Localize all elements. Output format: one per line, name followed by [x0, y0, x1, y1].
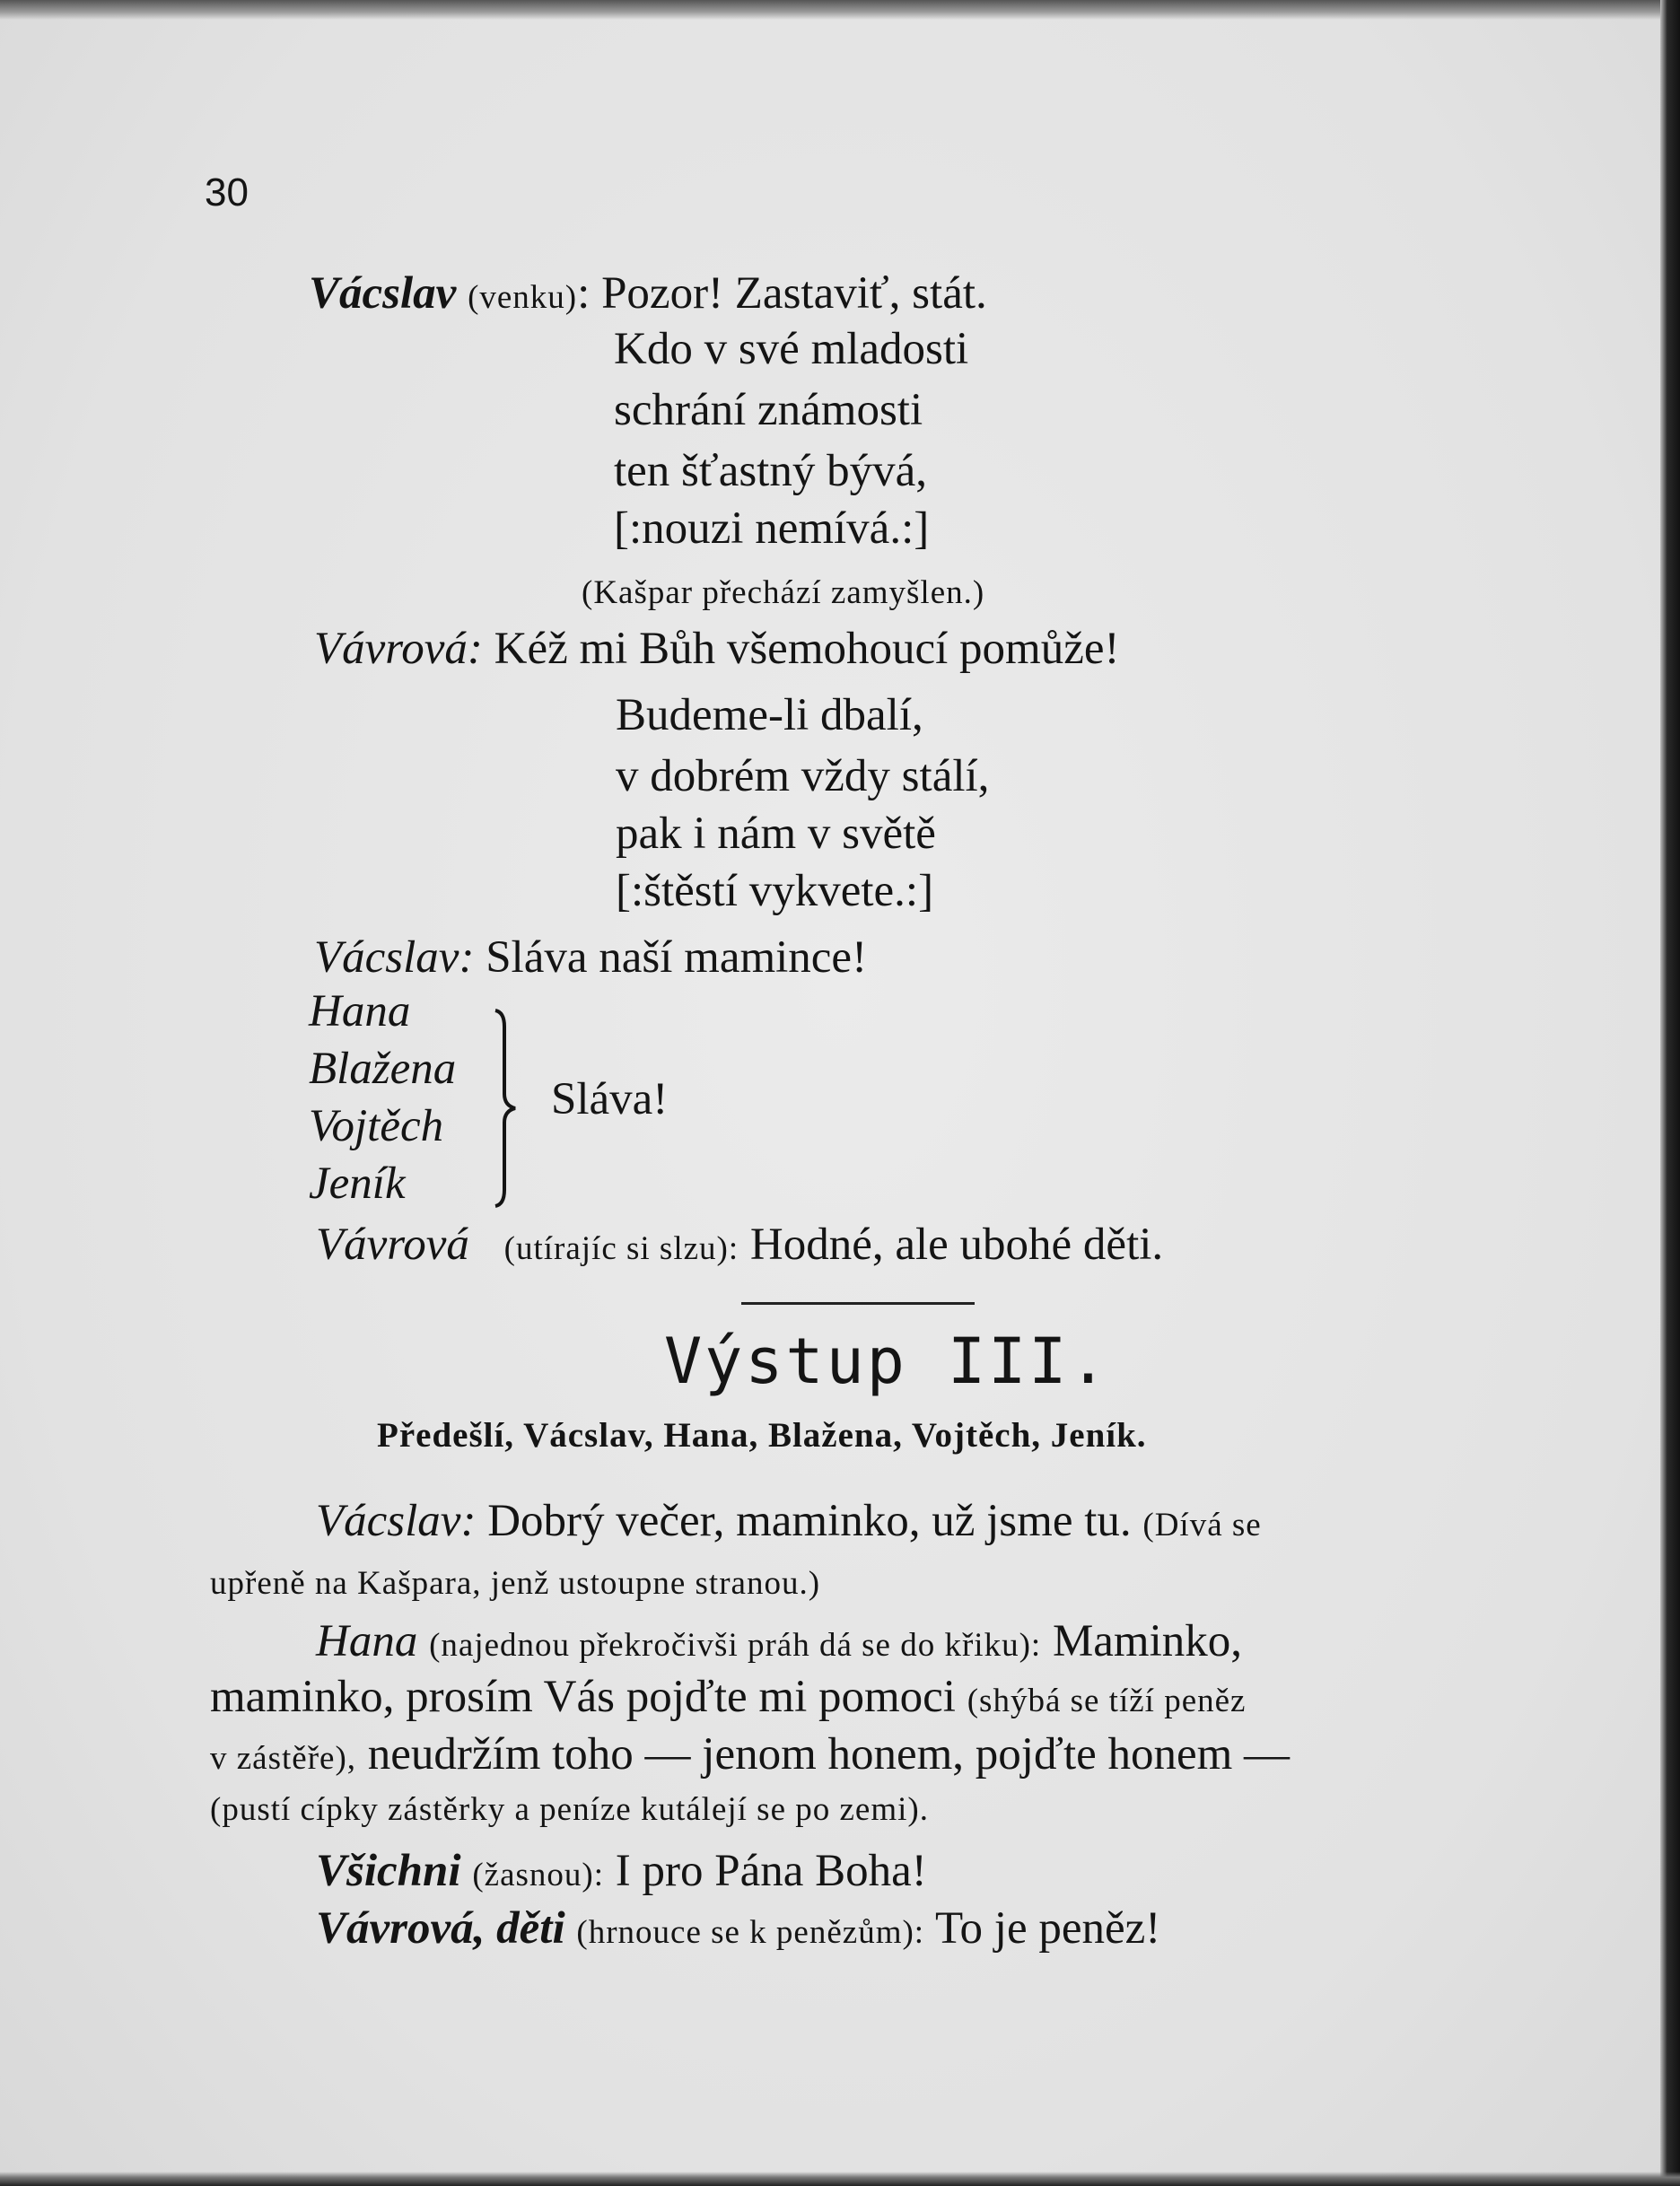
p2-stage-1: (najednou překročivši práh dá se do křiku):	[429, 1627, 1042, 1664]
scene-cast: Předešlí, Vácslav, Hana, Blažena, Vojtěch, Jeník.	[377, 1416, 1147, 1455]
p1-line-1	[316, 1496, 1262, 1546]
verse1-line-5: [:nouzi nemívá.:]	[614, 503, 930, 554]
chorus-speaker-hana: Hana	[309, 986, 411, 1036]
p1-stage-b: upřeně na Kašpara, jenž ustoupne stranou.)	[210, 1565, 821, 1602]
p4-line	[316, 1903, 1161, 1954]
p2-line-1	[316, 1616, 1243, 1666]
verse2-line-2: Budeme-li dbalí,	[616, 690, 923, 740]
speaker-vavrova: Vávrová:	[314, 624, 483, 674]
chorus-text: Sláva!	[551, 1074, 669, 1124]
p2-line-3	[210, 1729, 1291, 1779]
verse2-line-5: [:štěstí vykvete.:]	[616, 866, 934, 916]
hodne-deti: Hodné, ale ubohé děti.	[749, 1220, 1164, 1270]
p4-stage: (hrnouce se k penězům):	[576, 1914, 925, 1951]
p1-stage-a: (Dívá se	[1142, 1507, 1262, 1543]
verse1-line-3: schrání známosti	[614, 385, 923, 435]
p2-stage-2: (shýbá se tíží peněz	[967, 1683, 1247, 1719]
page-bottom-edge	[0, 2172, 1680, 2186]
colon: :	[577, 268, 591, 319]
stage-venku: (venku)	[468, 279, 578, 316]
stage-utirajic: (utírajíc si slzu):	[503, 1230, 739, 1267]
speaker-hana: Hana	[316, 1616, 418, 1666]
p3-text: I pro Pána Boha!	[615, 1846, 927, 1896]
scene-title: Výstup III.	[664, 1325, 1110, 1398]
p4-text: To je peněz!	[934, 1903, 1161, 1954]
page-top-edge	[0, 0, 1680, 20]
speaker-vaclav: Vácslav	[309, 268, 457, 319]
line-vavrova-deti	[316, 1222, 1163, 1268]
speaker-vavrova-2: Vávrová	[316, 1220, 469, 1270]
line-vaclav-slava	[314, 932, 868, 983]
slava-mamince: Sláva naší mamince!	[486, 932, 868, 983]
p2-text-3: neudržím toho — jenom honem, pojďte honem —	[367, 1729, 1291, 1779]
curly-brace	[492, 1009, 519, 1208]
speaker-vaclav-3: Vácslav:	[316, 1496, 477, 1546]
section-rule	[741, 1302, 975, 1305]
p2-text-1: Maminko,	[1052, 1616, 1243, 1666]
speaker-vavrova-deti: Vávrová, děti	[316, 1903, 565, 1954]
chorus-speaker-blazena: Blažena	[309, 1044, 457, 1094]
p2-stage-4: (pustí cípky zástěrky a peníze kutálejí se po zemi).	[210, 1791, 929, 1828]
speaker-vsichni: Všichni	[316, 1846, 461, 1896]
p2-line-2	[210, 1674, 1246, 1720]
page-number: 30	[205, 171, 249, 214]
p1-text: Dobrý večer, maminko, už jsme tu.	[487, 1496, 1132, 1546]
verse2-line-1: Kéž mi Bůh všemohoucí pomůže!	[494, 624, 1120, 674]
verse2-line-4: pak i nám v světě	[616, 809, 936, 859]
verse2-first-line	[314, 626, 1119, 672]
p2-stage-3: v zástěře),	[210, 1740, 357, 1777]
verse1-line-4: ten šťastný bývá,	[614, 446, 927, 496]
p2-text-2a: maminko, prosím Vás pojďte mi pomoci	[210, 1672, 956, 1722]
verse1-line-2: Kdo v své mladosti	[614, 324, 969, 374]
speaker-vaclav-2: Vácslav:	[314, 932, 475, 983]
chorus-speaker-vojtech: Vojtěch	[309, 1101, 444, 1151]
page-right-edge	[1660, 0, 1680, 2186]
verse1-first-line	[309, 268, 987, 319]
stage-direction-kaspar: (Kašpar přechází zamyšlen.)	[582, 574, 985, 611]
verse2-line-3: v dobrém vždy stálí,	[616, 751, 990, 801]
p3-line	[316, 1846, 927, 1896]
p3-stage: (žasnou):	[472, 1857, 604, 1893]
verse1-line-1: Pozor! Zastaviť, stát.	[601, 268, 987, 319]
chorus-speaker-jenik: Jeník	[309, 1159, 406, 1209]
